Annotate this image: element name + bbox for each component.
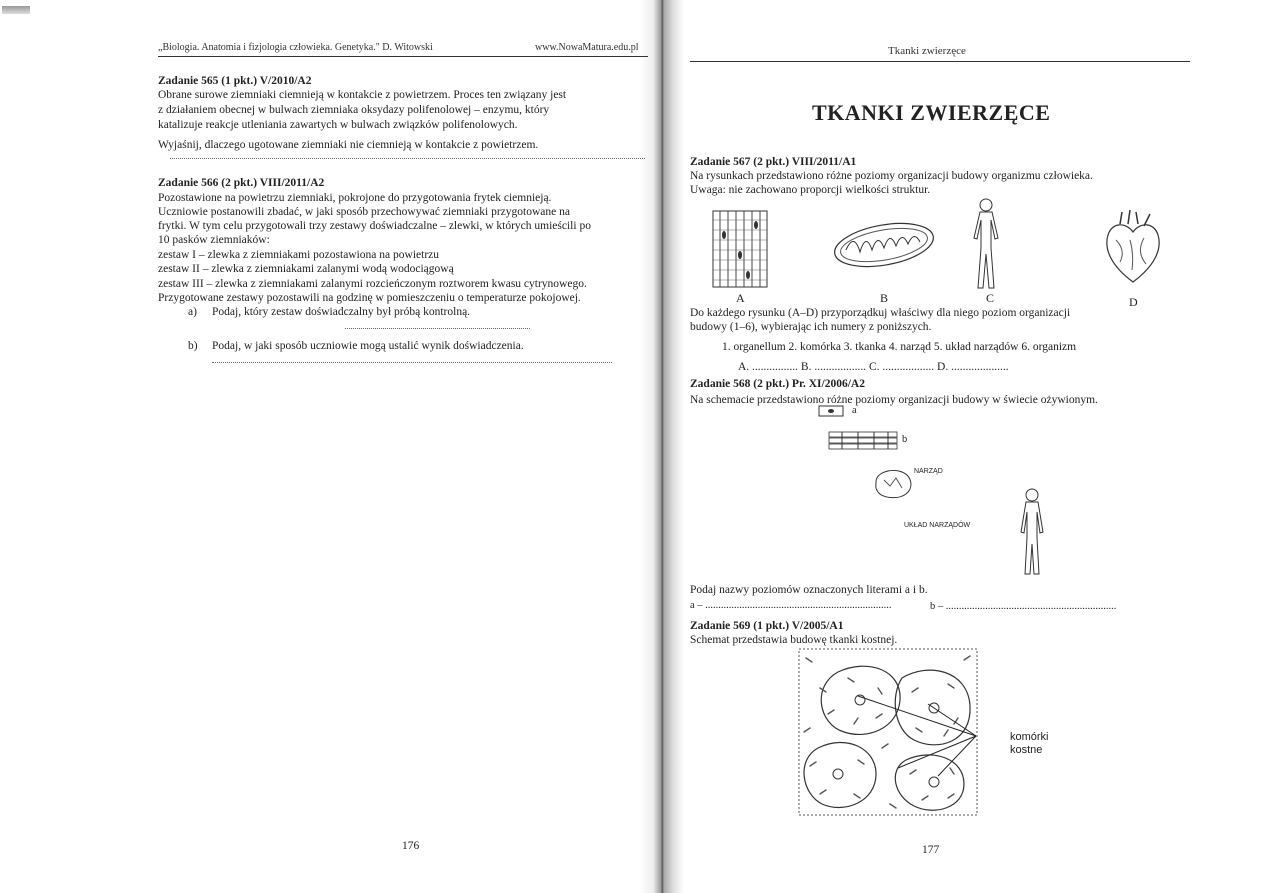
z565-title: Zadanie 565 (1 pkt.) V/2010/A2 xyxy=(158,75,312,87)
z566-qb-label: b) xyxy=(188,340,198,352)
human-figure xyxy=(966,198,1006,292)
z566-line: zestaw II – zlewka z ziemniakami zalanymi wodą wodociągową xyxy=(158,263,454,275)
z565-line: z działaniem obecnej w bulwach ziemniaka oksydazy polifenolowej – enzymu, który xyxy=(158,104,550,116)
z566-line: frytki. W tym celu przygotowali trzy zestawy doświadczalne – zlewki, w których umieścili po xyxy=(158,220,591,232)
z567-line: budowy (1–6), wybierając ich numery z poniższych. xyxy=(690,321,932,333)
z569-label-kostne: kostne xyxy=(1010,744,1043,756)
z566-line: Przygotowane zestawy pozostawili na godzinę w pomieszczeniu o temperaturze pokojowej. xyxy=(158,292,581,304)
fig-label-c: C xyxy=(986,291,995,305)
answer-line xyxy=(212,362,612,363)
answer-line xyxy=(345,328,530,329)
z566-line: 10 pasków ziemniaków: xyxy=(158,234,270,246)
z568-label-a: a xyxy=(852,405,857,416)
z569-title: Zadanie 569 (1 pkt.) V/2005/A1 xyxy=(690,620,844,632)
scan-mark xyxy=(2,6,30,14)
z565-question: Wyjaśnij, dlaczego ugotowane ziemniaki nie ciemnieją w kontakcie z powietrzem. xyxy=(158,139,539,151)
z566-line: zestaw I – zlewka z ziemniakami pozostawiona na powietrzu xyxy=(158,249,439,261)
z565-line: Obrane surowe ziemniaki ciemnieją w kontakcie z powietrzem. Proces ten związany jest xyxy=(158,89,567,101)
z568-title: Zadanie 568 (2 pkt.) Pr. XI/2006/A2 xyxy=(690,378,865,390)
muscle-tissue-figure xyxy=(712,210,768,288)
z566-line: Pozostawione na powietrzu ziemniaki, pokrojone do przygotowania frytek ciemnieją. xyxy=(158,192,552,204)
organ-icon xyxy=(872,466,916,500)
z566-qa: Podaj, który zestaw doświadczalny był próbą kontrolną. xyxy=(212,306,471,318)
mitochondrion-figure xyxy=(832,220,936,270)
left-header-rule xyxy=(158,56,648,57)
left-header-url: www.NowaMatura.edu.pl xyxy=(535,42,639,53)
left-header-title: „Biologia. Anatomia i fizjologia człowieka. Genetyka." D. Witowski xyxy=(158,42,433,53)
bone-tissue-figure xyxy=(798,648,978,816)
z568-answer-a: a – ....................................................................... xyxy=(690,600,892,611)
z566-qa-label: a) xyxy=(188,306,197,318)
tissue-strip-icon xyxy=(828,431,898,451)
z567-line: Do każdego rysunku (A–D) przyporządkuj właściwy dla niego poziom organizacji xyxy=(690,307,1071,319)
answer-line xyxy=(170,158,645,159)
z566-title: Zadanie 566 (2 pkt.) VIII/2011/A2 xyxy=(158,177,325,189)
book-spine xyxy=(640,0,684,893)
z568-label-b: b xyxy=(902,434,908,445)
z566-line: Uczniowie postanowili zbadać, w jaki sposób przechowywać ziemniaki przygotowane na xyxy=(158,206,570,218)
z568-answer-b: b – ................................................................. xyxy=(930,601,1117,612)
left-page-number: 176 xyxy=(402,840,420,852)
z567-title: Zadanie 567 (2 pkt.) VIII/2011/A1 xyxy=(690,156,857,168)
right-page-number: 177 xyxy=(922,844,940,856)
fig-label-b: B xyxy=(880,291,889,305)
z568-question: Podaj nazwy poziomów oznaczonych literami a i b. xyxy=(690,584,928,596)
fig-label-d: D xyxy=(1129,295,1138,309)
z568-label-narzad: NARZĄD xyxy=(914,468,943,475)
z567-answers: A. ................ B. .................. C. .................. D. .................... xyxy=(738,361,1009,373)
right-header-title: Tkanki zwierzęce xyxy=(888,45,966,57)
heart-figure xyxy=(1100,210,1166,286)
main-title: TKANKI ZWIERZĘCE xyxy=(812,100,1051,125)
z569-line: Schemat przedstawia budowę tkanki kostnej. xyxy=(690,634,898,646)
z568-line: Na schemacie przedstawiono różne poziomy organizacji budowy w świecie ożywionym. xyxy=(690,394,1098,406)
cell-icon xyxy=(818,405,844,417)
z568-label-uklad: UKŁAD NARZĄDÓW xyxy=(904,522,971,529)
right-header-rule xyxy=(690,61,1190,62)
fig-label-a: A xyxy=(736,291,745,305)
z565-line: katalizuje reakcje utleniania zawartych w bulwach związków polifenolowych. xyxy=(158,119,518,131)
z567-note: Uwaga: nie zachowano proporcji wielkości struktur. xyxy=(690,184,931,196)
z567-line: Na rysunkach przedstawiono różne poziomy organizacji budowy organizmu człowieka. xyxy=(690,170,1093,182)
z566-line: zestaw III – zlewka z ziemniakami zalanymi rozcieńczonym roztworem kwasu cytrynowego. xyxy=(158,278,587,290)
z569-label-komorki: komórki xyxy=(1010,731,1049,743)
z567-options: 1. organellum 2. komórka 3. tkanka 4. narząd 5. układ narządów 6. organizm xyxy=(722,341,1077,353)
body-outline-icon xyxy=(1016,488,1048,578)
z566-qb: Podaj, w jaki sposób uczniowie mogą ustalić wynik doświadczenia. xyxy=(212,340,524,352)
